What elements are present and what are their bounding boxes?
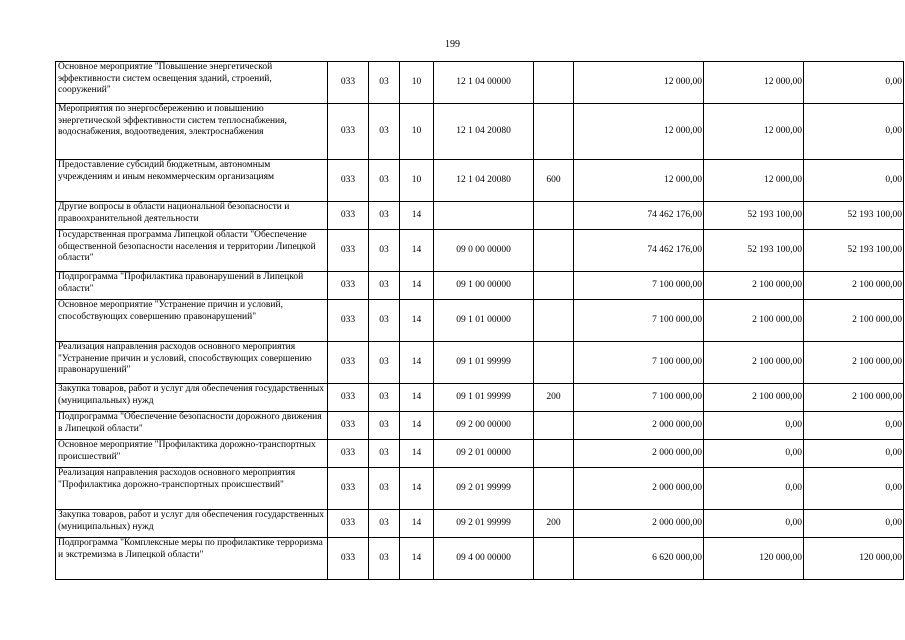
row-target-code: 09 2 01 00000 [434,440,534,468]
row-grbs: 033 [328,104,369,160]
row-target-code: 09 1 01 00000 [434,300,534,342]
row-section: 03 [369,440,400,468]
row-grbs: 033 [328,342,369,384]
row-sum-2: 12 000,00 [704,104,804,160]
row-sum-3: 0,00 [804,160,904,202]
row-sum-3: 2 100 000,00 [804,300,904,342]
row-subsection: 10 [400,62,434,104]
row-section: 03 [369,272,400,300]
row-section: 03 [369,104,400,160]
row-subsection: 10 [400,104,434,160]
row-name: Основное мероприятие "Устранение причин и условий, способствующих совершению правонарушений" [56,300,328,342]
row-section: 03 [369,510,400,538]
row-target-code: 09 0 00 00000 [434,230,534,272]
row-expense-type [534,342,574,384]
row-sum-1: 2 000 000,00 [574,468,704,510]
row-subsection: 14 [400,412,434,440]
row-target-code: 09 1 01 99999 [434,384,534,412]
row-sum-1: 12 000,00 [574,104,704,160]
row-sum-2: 2 100 000,00 [704,342,804,384]
row-grbs: 033 [328,230,369,272]
row-sum-3: 2 100 000,00 [804,272,904,300]
row-grbs: 033 [328,202,369,230]
row-grbs: 033 [328,412,369,440]
page-number: 199 [445,39,460,50]
row-subsection: 14 [400,384,434,412]
row-target-code: 09 2 01 99999 [434,468,534,510]
row-section: 03 [369,342,400,384]
row-sum-1: 12 000,00 [574,62,704,104]
row-expense-type [534,104,574,160]
row-sum-2: 12 000,00 [704,160,804,202]
row-sum-3: 0,00 [804,104,904,160]
table-row [56,468,904,510]
row-subsection: 14 [400,510,434,538]
row-name: Подпрограмма "Обеспечение безопасности дорожного движения в Липецкой области" [56,412,328,440]
row-sum-3: 0,00 [804,440,904,468]
row-expense-type: 200 [534,384,574,412]
row-target-code: 09 2 00 00000 [434,412,534,440]
row-section: 03 [369,160,400,202]
row-sum-3: 0,00 [804,510,904,538]
row-sum-3: 0,00 [804,412,904,440]
row-sum-1: 7 100 000,00 [574,272,704,300]
row-sum-1: 2 000 000,00 [574,412,704,440]
row-sum-3: 0,00 [804,62,904,104]
table-row [56,272,904,300]
row-name: Закупка товаров, работ и услуг для обеспечения государственных (муниципальных) нужд [56,384,328,412]
row-target-code [434,202,534,230]
budget-table-body [56,62,904,580]
row-grbs: 033 [328,468,369,510]
row-name: Подпрограмма "Комплексные меры по профилактике терроризма и экстремизма в Липецкой области" [56,538,328,580]
row-expense-type [534,440,574,468]
row-target-code: 09 4 00 00000 [434,538,534,580]
row-expense-type [534,272,574,300]
row-expense-type [534,412,574,440]
row-expense-type [534,230,574,272]
row-sum-3: 2 100 000,00 [804,342,904,384]
row-sum-2: 120 000,00 [704,538,804,580]
budget-table [55,61,904,580]
row-sum-2: 2 100 000,00 [704,272,804,300]
row-subsection: 14 [400,202,434,230]
row-subsection: 14 [400,300,434,342]
table-row [56,412,904,440]
row-sum-1: 2 000 000,00 [574,440,704,468]
table-row [56,538,904,580]
row-expense-type: 200 [534,510,574,538]
row-sum-1: 6 620 000,00 [574,538,704,580]
table-row [56,202,904,230]
row-sum-2: 0,00 [704,412,804,440]
row-sum-3: 0,00 [804,468,904,510]
row-name: Основное мероприятие "Профилактика дорожно-транспортных происшествий" [56,440,328,468]
row-grbs: 033 [328,440,369,468]
row-name: Мероприятия по энергосбережению и повышению энергетической эффективности систем теплоснабжения, водоснабжения, водоотведения, электроснабжения [56,104,328,160]
table-row [56,104,904,160]
row-sum-2: 52 193 100,00 [704,230,804,272]
row-subsection: 14 [400,538,434,580]
row-target-code: 12 1 04 00000 [434,62,534,104]
table-row [56,160,904,202]
row-section: 03 [369,412,400,440]
row-expense-type [534,468,574,510]
row-subsection: 14 [400,468,434,510]
row-grbs: 033 [328,62,369,104]
row-target-code: 12 1 04 20080 [434,160,534,202]
row-sum-3: 52 193 100,00 [804,230,904,272]
row-name: Реализация направления расходов основного мероприятия "Устранение причин и условий, способствующих совершению правонарушений" [56,342,328,384]
row-name: Другие вопросы в области национальной безопасности и правоохранительной деятельности [56,202,328,230]
row-grbs: 033 [328,538,369,580]
row-expense-type: 600 [534,160,574,202]
row-subsection: 14 [400,342,434,384]
row-sum-2: 0,00 [704,510,804,538]
row-section: 03 [369,62,400,104]
row-sum-2: 0,00 [704,440,804,468]
row-sum-1: 74 462 176,00 [574,230,704,272]
row-expense-type [534,62,574,104]
row-name: Основное мероприятие "Повышение энергетической эффективности систем освещения зданий, строений, сооружений" [56,62,328,104]
row-sum-1: 74 462 176,00 [574,202,704,230]
row-expense-type [534,300,574,342]
table-row [56,230,904,272]
row-target-code: 09 1 01 99999 [434,342,534,384]
row-section: 03 [369,300,400,342]
row-grbs: 033 [328,272,369,300]
row-sum-2: 12 000,00 [704,62,804,104]
table-row [56,510,904,538]
row-section: 03 [369,468,400,510]
row-expense-type [534,202,574,230]
row-section: 03 [369,384,400,412]
row-section: 03 [369,538,400,580]
table-row [56,300,904,342]
row-expense-type [534,538,574,580]
row-sum-2: 52 193 100,00 [704,202,804,230]
table-row [56,384,904,412]
row-grbs: 033 [328,510,369,538]
row-target-code: 09 1 00 00000 [434,272,534,300]
row-name: Государственная программа Липецкой области "Обеспечение общественной безопасности населения и территории Липецкой области" [56,230,328,272]
row-grbs: 033 [328,300,369,342]
row-grbs: 033 [328,160,369,202]
row-sum-1: 12 000,00 [574,160,704,202]
row-subsection: 14 [400,440,434,468]
row-target-code: 12 1 04 20080 [434,104,534,160]
row-sum-2: 2 100 000,00 [704,384,804,412]
row-sum-1: 7 100 000,00 [574,342,704,384]
row-subsection: 10 [400,160,434,202]
row-name: Реализация направления расходов основного мероприятия "Профилактика дорожно-транспортных происшествий" [56,468,328,510]
row-grbs: 033 [328,384,369,412]
row-sum-1: 7 100 000,00 [574,300,704,342]
row-subsection: 14 [400,230,434,272]
row-name: Предоставление субсидий бюджетным, автономным учреждениям и иным некоммерческим организациям [56,160,328,202]
row-name: Закупка товаров, работ и услуг для обеспечения государственных (муниципальных) нужд [56,510,328,538]
row-sum-3: 52 193 100,00 [804,202,904,230]
row-subsection: 14 [400,272,434,300]
row-sum-2: 2 100 000,00 [704,300,804,342]
row-sum-3: 2 100 000,00 [804,384,904,412]
table-row [56,440,904,468]
row-sum-1: 2 000 000,00 [574,510,704,538]
row-target-code: 09 2 01 99999 [434,510,534,538]
row-sum-3: 120 000,00 [804,538,904,580]
row-name: Подпрограмма "Профилактика правонарушений в Липецкой области" [56,272,328,300]
table-row [56,342,904,384]
row-sum-2: 0,00 [704,468,804,510]
table-row [56,62,904,104]
row-sum-1: 7 100 000,00 [574,384,704,412]
row-section: 03 [369,202,400,230]
row-section: 03 [369,230,400,272]
